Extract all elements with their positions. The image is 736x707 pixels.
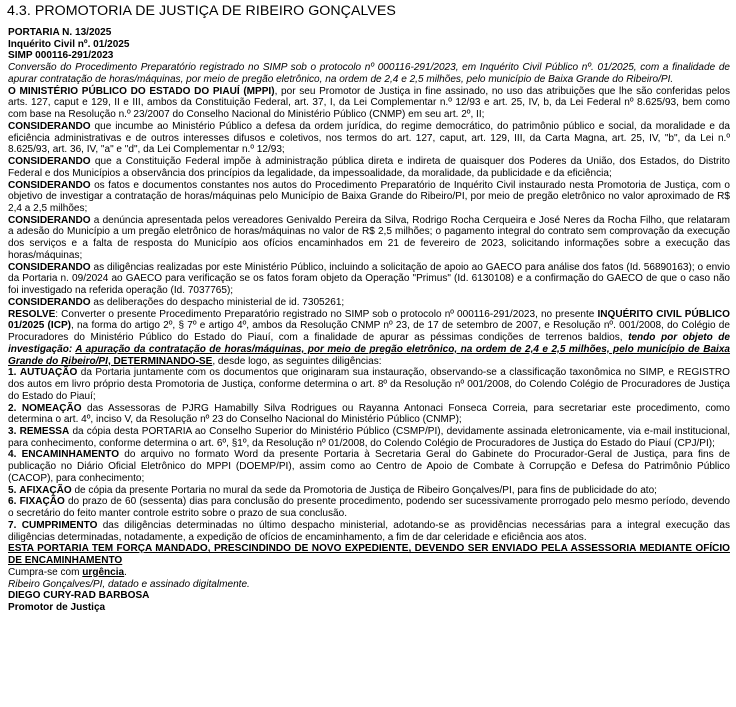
investigation-object-label: tendo por objeto de investigação bbox=[8, 332, 730, 355]
resolve-label: RESOLVE bbox=[8, 308, 56, 320]
icp-designation: INQUÉRITO CIVIL PÚBLICO 01/2025 (ICP) bbox=[8, 308, 730, 332]
item-text: da cópia desta PORTARIA ao Conselho Superior do Ministério Público (CSMP/PI), devidamente assinada eletronicamente, via e-mail institucional, para conhecimento, conforme determina o art. 6º, §1º, da Resolução nº 01/2008, do Colendo Colégio de Procuradores de Justiça do Estado do Piauí (CPJ/PI); bbox=[8, 425, 730, 449]
item-title: NOMEAÇÃO bbox=[21, 402, 82, 414]
item-number: 6. bbox=[8, 496, 17, 508]
item-text: do arquivo no formato Word da presente Portaria à Secretaria Geral do Gabinete do Procurador-Geral de Justiça, para fins de publicação no Diário Oficial Eletrônico do MPPI (DOEMP/PI), assim como ao Centro de Apoio de Combate à Corrupção e Defesa do Patrimônio Público (CACOP), para conhecimento; bbox=[8, 449, 730, 484]
considerando-text: que incumbe ao Ministério Público a defesa da ordem jurídica, do regime democrático, do patrimônio público e social, da moralidade e da eficiência administrativas e de outros interesses difusos e coletivos, nos termos do art. 127, caput, art. 129, III, da Carta Magna, art. 25, IV, "b", da Lei n.º 8.625/93, art. 36, IV, "a" e "d", da Lei Complementar n.º 12/93; bbox=[8, 120, 730, 156]
portaria-body bbox=[8, 27, 730, 614]
final-notice: ESTA PORTARIA TEM FORÇA MANDADO, PRESCINDINDO DE NOVO EXPEDIENTE, DEVENDO SER ENVIADO PELA ASSESSORIA MEDIANTE OFÍCIO DE ENCAMINHAMENTO bbox=[8, 543, 730, 567]
considerando-text: as deliberações do despacho ministerial de id. 7305261; bbox=[90, 296, 345, 308]
investigation-colon: : bbox=[68, 343, 76, 355]
section-title: 4.3. PROMOTORIA DE JUSTIÇA DE RIBEIRO GONÇALVES bbox=[7, 3, 396, 19]
item-text: de cópia da presente Portaria no mural da sede da Promotoria de Justiça de Ribeiro Gonçalves/PI, para fins de publicidade do ato; bbox=[71, 484, 657, 496]
urgency: urgência bbox=[82, 566, 125, 578]
diligence-item bbox=[8, 403, 730, 426]
item-number: 5. bbox=[8, 484, 17, 496]
diligence-item bbox=[8, 367, 730, 402]
diligence-item bbox=[8, 520, 730, 543]
considerando-text: as diligências realizadas por este Ministério Público, incluindo a solicitação de apoio ao GAECO para análise dos fatos (Id. 56890163); o envio da Portaria n. 09/2024 ao GAECO para verificação se os fatos foram objeto da Operação "Primus" (Id. 6130108) e a confirmação do GAECO de que o caso não foi investigado na referida operação (Id. 7037765); bbox=[8, 261, 730, 297]
cumpra-text: Cumpra-se com bbox=[8, 566, 83, 578]
item-number: 2. bbox=[8, 402, 17, 414]
ementa: Conversão do Procedimento Preparatório registrado no SIMP sob o protocolo nº 000116-291/2023, em Inquérito Civil Público nº. 01/2025, com a finalidade de apurar contratação de horas/máquinas, por meio de pregão eletrônico, na ordem de 2,4 e 2,5 milhões, pelo município de Baixa Grande do Ribeiro/PI. bbox=[8, 62, 730, 85]
determinando: , DETERMINANDO-SE bbox=[107, 355, 213, 367]
intro-bold: O MINISTÉRIO PÚBLICO DO ESTADO DO PIAUÍ (MPPI) bbox=[8, 85, 275, 97]
resolve-text: , desde logo, as seguintes diligências: bbox=[212, 355, 382, 367]
simp-number: SIMP 000116-291/2023 bbox=[8, 50, 114, 62]
considerando-label: CONSIDERANDO bbox=[8, 156, 91, 168]
signer-name: DIEGO CURY-RAD BARBOSA bbox=[8, 590, 150, 602]
item-text: da Portaria juntamente com os documentos que originaram sua instauração, observando-se a classificação taxonômica no SIMP, e REGISTRO dos autos em livro próprio desta Promotoria de Justiça, conforme determina o art. 8º da Resolução nº 001/2008, do Colendo Colégio de Procuradores de Justiça do Estado do Piauí; bbox=[8, 367, 730, 402]
portaria-number: PORTARIA N. 13/2025 bbox=[8, 27, 112, 38]
item-number: 4. bbox=[8, 449, 17, 461]
diligence-item bbox=[8, 496, 730, 519]
considerando-paragraph bbox=[8, 262, 730, 297]
considerando-label: CONSIDERANDO bbox=[8, 214, 91, 226]
cumpra-end: . bbox=[124, 566, 127, 578]
resolve-text: , na forma do artigo 2º, § 7º e artigo 4º, ambos da Resolução CNMP nº 23, de 17 de setembro de 2007, e Resolução nº. 001/2008, do Colégio de Procuradores do Ministério Público do Estado do Piauí, com a finalidade de apurar as péssimas condições de terrenos baldios, bbox=[8, 320, 730, 344]
diligence-item bbox=[8, 426, 730, 449]
inquerito-number: Inquérito Civil nº. 01/2025 bbox=[8, 38, 130, 50]
considerando-paragraph bbox=[8, 297, 730, 309]
considerando-label: CONSIDERANDO bbox=[8, 179, 91, 191]
place-date: Ribeiro Gonçalves/PI, datado e assinado digitalmente. bbox=[8, 578, 250, 590]
resolve-text: : Converter o presente Procedimento Preparatório registrado no SIMP sob o protocolo nº 000116-291/2023, no presente bbox=[55, 308, 598, 320]
item-title: AFIXAÇÃO bbox=[19, 484, 72, 496]
considerando-text: que a Constituição Federal impõe à administração pública direta e indireta de quaisquer dos Poderes da União, dos Estados, do Distrito Federal e dos Municípios a observância dos princípios da legalidade, da impessoalidade, da moralidade, da publicidade e da eficiência; bbox=[8, 156, 730, 179]
item-number: 3. bbox=[8, 425, 17, 437]
considerando-text: a denúncia apresentada pelos vereadores Genivaldo Pereira da Silva, Rodrigo Rocha Cerqueira e José Neres da Rocha Filho, que relataram a adesão do Município a um pregão eletrônico de horas/máquinas no valor de R$ 2,5 milhões; o pagamento integral do contrato sem comprovação da execução dos serviços e a falta de resposta do Município aos ofícios encaminhados em 21 de fevereiro de 2023, solicitando informações sobre a execução das horas/máquinas; bbox=[8, 214, 730, 261]
considerando-label: CONSIDERANDO bbox=[8, 296, 91, 308]
considerando-paragraph bbox=[8, 215, 730, 262]
item-title: AUTUAÇÃO bbox=[19, 367, 78, 379]
item-title: FIXAÇÃO bbox=[19, 496, 65, 508]
item-text: do prazo de 60 (sessenta) dias para conclusão do presente procedimento, podendo ser sucessivamente prorrogado pelo mesmo período, devendo o secretário do feito manter controle estrito sobre o prazo de sua conclusão. bbox=[8, 496, 731, 520]
signer-title: Promotor de Justiça bbox=[8, 601, 106, 613]
considerando-label: CONSIDERANDO bbox=[8, 120, 91, 132]
item-text: das Assessoras de PJRG Hamabilly Silva Rodrigues ou Rayanna Antonaci Fonseca Correia, para secretariar este procedimento, como determina o art. 4º, inciso V, da Resolução nº 23 do Conselho Nacional do Ministério Público (CNMP); bbox=[8, 402, 731, 426]
intro-text: , por seu Promotor de Justiça in fine assinado, no uso das atribuições que lhe são conferidas pelos arts. 127, caput e 129, II e III, ambos da Constituição Federal, art. 37, I, da Lei Complementar n.º 12/93 e art. 25, IV, b, da Lei Federal nº 8.625/93, bem como com base na Resolução n.º 23/2007 do Conselho Nacional do Ministério Público (CNMP) em seu art. 2º, II; bbox=[8, 85, 731, 121]
considerando-paragraph bbox=[8, 156, 730, 179]
item-title: REMESSA bbox=[19, 425, 70, 437]
item-title: CUMPRIMENTO bbox=[21, 519, 98, 531]
intro-paragraph bbox=[8, 86, 730, 121]
item-text: das diligências determinadas no último despacho ministerial, adotando-se as providências necessárias para a integral execução das diligências determinadas, notadamente, a expedição de ofícios de encaminhamento, a fim de dar celeridade e eficiência aos atos. bbox=[8, 519, 730, 543]
considerando-label: CONSIDERANDO bbox=[8, 261, 91, 273]
considerando-paragraph bbox=[8, 121, 730, 156]
item-number: 1. bbox=[8, 367, 17, 379]
cumpra-se bbox=[8, 567, 730, 579]
investigation-object: A apuração da contratação de horas/máquinas, por meio de pregão eletrônico, na ordem de 2,4 e 2,5 milhões, pelo município de Baixa Grande do Ribeiro/PI bbox=[8, 343, 731, 367]
diligence-item bbox=[8, 449, 730, 484]
considerando-paragraph bbox=[8, 180, 730, 215]
resolve-paragraph bbox=[8, 309, 730, 368]
item-number: 7. bbox=[8, 519, 17, 531]
diligence-item bbox=[8, 485, 730, 497]
item-title: ENCAMINHAMENTO bbox=[21, 449, 120, 461]
considerando-text: os fatos e documentos constantes nos autos do Procedimento Preparatório de Inquérito Civil instaurado nesta Promotoria de Justiça, com o objetivo de investigar a contratação de horas/máquinas pelo Município de Baixa Grande do Ribeiro/PI, por meio de pregão eletrônico no valor aproximado de R$ 2,4 a 2,5 milhões; bbox=[8, 179, 730, 215]
